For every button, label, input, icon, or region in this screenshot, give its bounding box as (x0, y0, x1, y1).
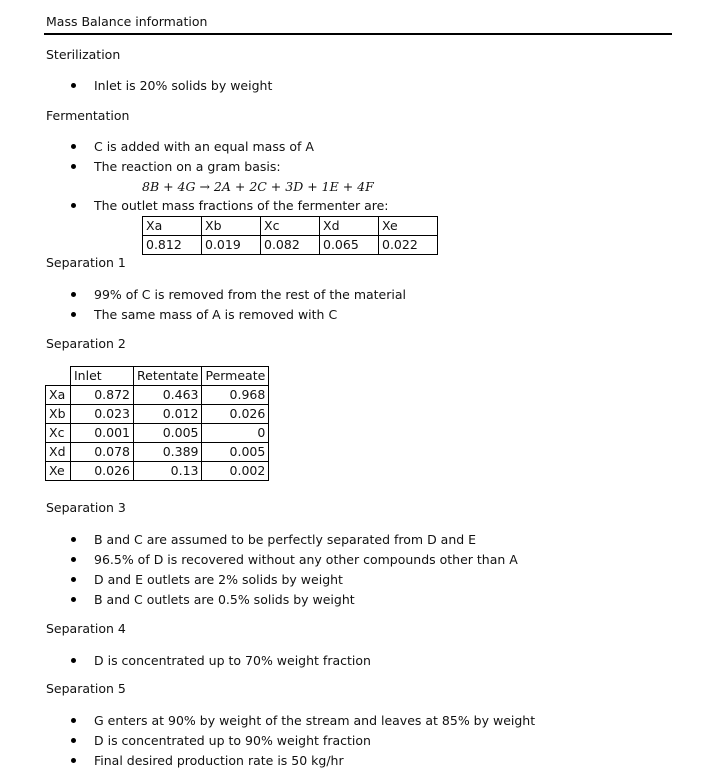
section-heading-separation-1: Separation 1 (46, 255, 126, 270)
table-cell: 0.812 (143, 236, 202, 255)
table-cell: 0.463 (134, 386, 202, 405)
section-heading-separation-5: Separation 5 (46, 681, 126, 696)
table-cell: 0.13 (134, 462, 202, 481)
table-row (46, 462, 269, 481)
section-heading-fermentation: Fermentation (46, 108, 130, 123)
table-cell: 0.389 (134, 443, 202, 462)
bullet-icon (71, 557, 76, 562)
row-label: Xb (46, 405, 71, 424)
table-corner (46, 367, 71, 386)
table-cell: 0.078 (71, 443, 134, 462)
bullet-icon (71, 144, 76, 149)
bullet-icon (71, 203, 76, 208)
bullet-icon (71, 537, 76, 542)
list-item: B and C outlets are 0.5% solids by weight (94, 592, 355, 607)
row-label: Xd (46, 443, 71, 462)
table-cell: 0 (202, 424, 269, 443)
bullet-icon (71, 292, 76, 297)
table-header-cell: Retentate (134, 367, 202, 386)
list-item: 96.5% of D is recovered without any other compounds other than A (94, 552, 518, 567)
table-cell: 0.026 (71, 462, 134, 481)
list-item: Final desired production rate is 50 kg/hr (94, 753, 344, 768)
table-cell: 0.872 (71, 386, 134, 405)
bullet-icon (71, 658, 76, 663)
table-header-cell: Xd (320, 217, 379, 236)
table-row (46, 424, 269, 443)
table-header-row (143, 217, 438, 236)
table-header-cell: Inlet (71, 367, 134, 386)
table-cell: 0.019 (202, 236, 261, 255)
table-cell: 0.001 (71, 424, 134, 443)
bullet-icon (71, 718, 76, 723)
table-cell: 0.023 (71, 405, 134, 424)
table-cell: 0.005 (202, 443, 269, 462)
section-heading-sterilization: Sterilization (46, 47, 121, 62)
bullet-icon (71, 312, 76, 317)
list-item: C is added with an equal mass of A (94, 139, 314, 154)
reaction-equation: 8B + 4G → 2A + 2C + 3D + 1E + 4F (142, 179, 374, 194)
list-item: The same mass of A is removed with C (94, 307, 338, 322)
page-title: Mass Balance information (46, 14, 208, 29)
list-item: Inlet is 20% solids by weight (94, 78, 273, 93)
list-item: D is concentrated up to 70% weight fraction (94, 653, 371, 668)
table-row (46, 443, 269, 462)
row-label: Xc (46, 424, 71, 443)
bullet-icon (71, 758, 76, 763)
row-label: Xa (46, 386, 71, 405)
table-cell: 0.002 (202, 462, 269, 481)
list-item: G enters at 90% by weight of the stream and leaves at 85% by weight (94, 713, 536, 728)
table-header-row (46, 367, 269, 386)
list-item: The outlet mass fractions of the fermenter are: (94, 198, 389, 213)
list-item: D is concentrated up to 90% weight fraction (94, 733, 371, 748)
bullet-icon (71, 738, 76, 743)
table-header-cell: Xb (202, 217, 261, 236)
table-header-cell: Xc (261, 217, 320, 236)
section-heading-separation-2: Separation 2 (46, 336, 126, 351)
bullet-icon (71, 597, 76, 602)
list-item: D and E outlets are 2% solids by weight (94, 572, 343, 587)
bullet-icon (71, 164, 76, 169)
table-row (46, 386, 269, 405)
table-cell: 0.005 (134, 424, 202, 443)
table-cell: 0.065 (320, 236, 379, 255)
table-cell: 0.012 (134, 405, 202, 424)
list-item: 99% of C is removed from the rest of the material (94, 287, 406, 302)
list-item: B and C are assumed to be perfectly separated from D and E (94, 532, 477, 547)
row-label: Xe (46, 462, 71, 481)
table-header-cell: Permeate (202, 367, 269, 386)
section-heading-separation-4: Separation 4 (46, 621, 126, 636)
bullet-icon (71, 83, 76, 88)
table-header-cell: Xa (143, 217, 202, 236)
title-underline (44, 33, 672, 35)
table-cell: 0.026 (202, 405, 269, 424)
bullet-icon (71, 577, 76, 582)
table-cell: 0.022 (379, 236, 438, 255)
separation-2-table (45, 366, 269, 481)
list-item: The reaction on a gram basis: (94, 159, 281, 174)
table-row (46, 405, 269, 424)
table-cell: 0.082 (261, 236, 320, 255)
table-header-cell: Xe (379, 217, 438, 236)
table-cell: 0.968 (202, 386, 269, 405)
table-row (143, 236, 438, 255)
section-heading-separation-3: Separation 3 (46, 500, 126, 515)
fermenter-outlet-table (142, 216, 438, 255)
